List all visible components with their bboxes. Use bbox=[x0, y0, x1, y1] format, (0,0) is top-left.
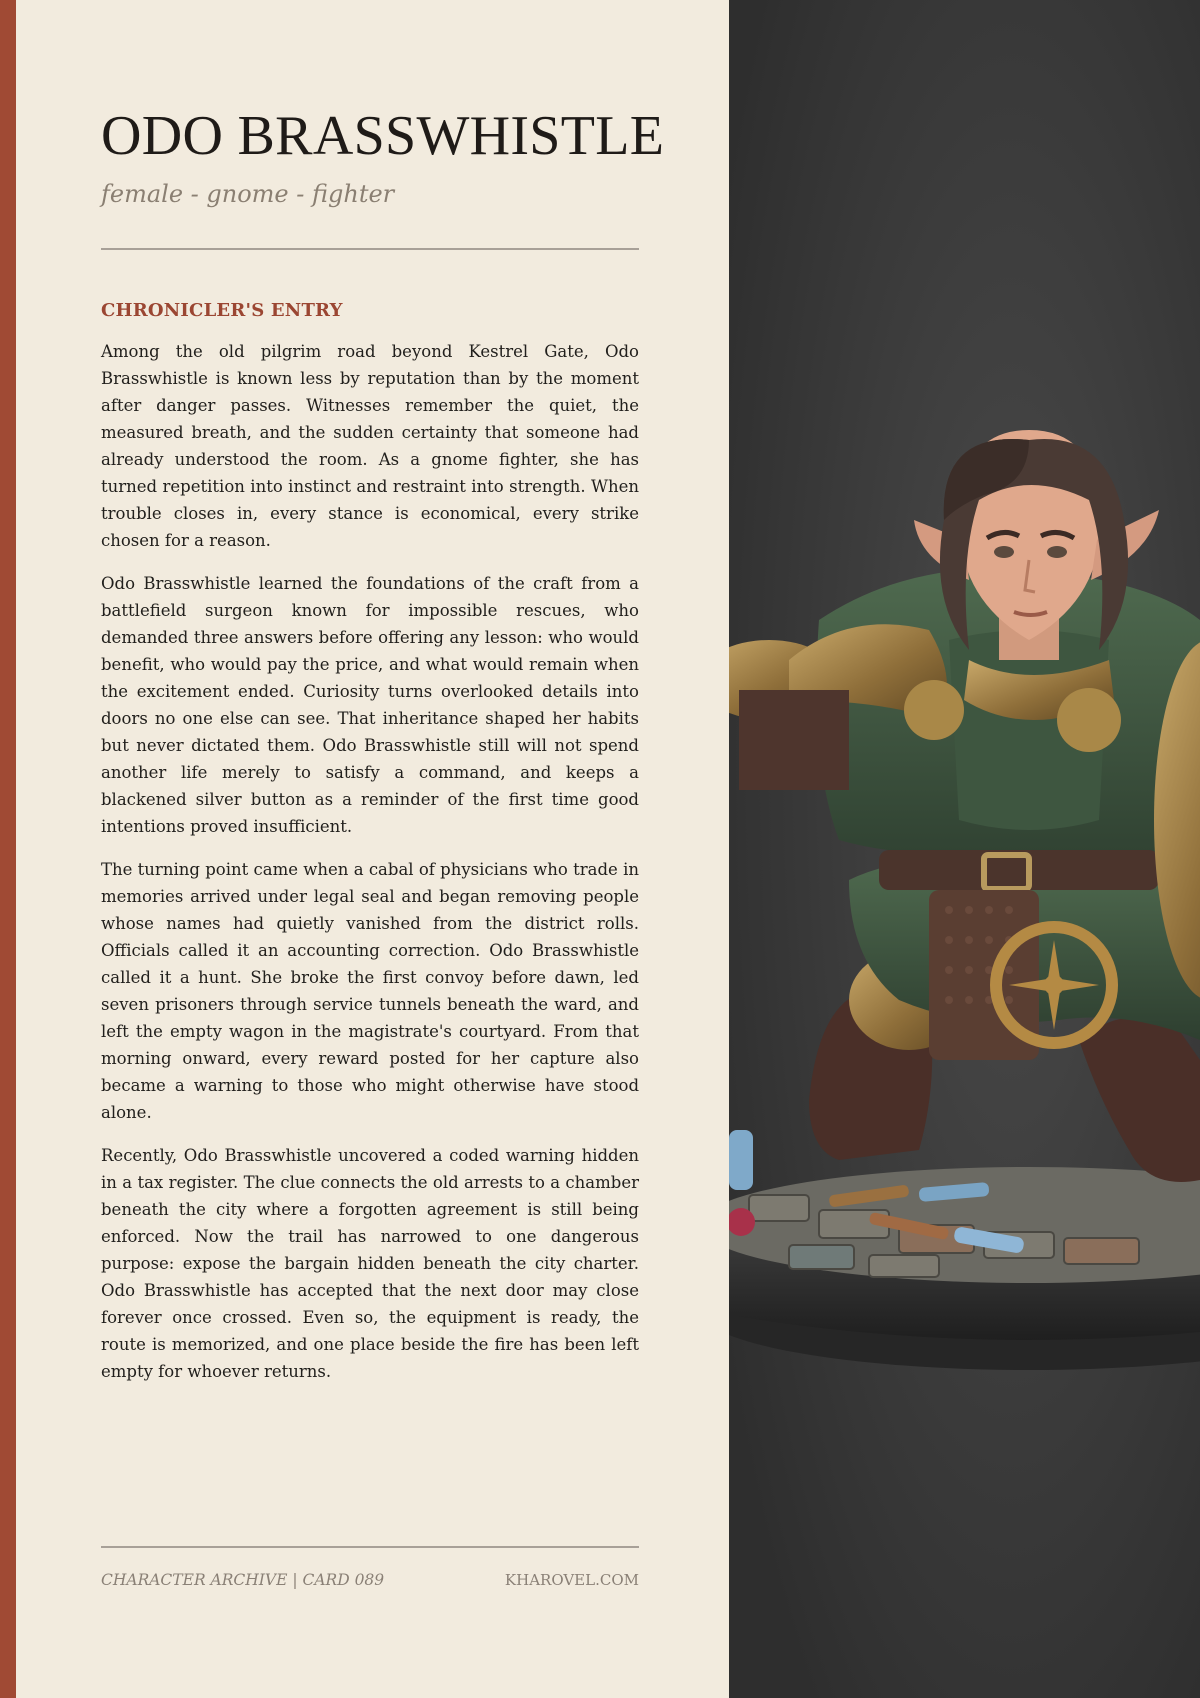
chronicle-paragraph: Odo Brasswhistle learned the foundations of the craft from a battlefield surgeon known for impossible rescues, who demanded three answers before offering any lesson: who would benefit, who would pay the price, and what would remain when the excitement ended. Curiosity turns overlooked details into doors no one else can see. That inheritance shaped her habits but never dictated them. Odo Brasswhistle still will not spend another life merely to satisfy a command, and keeps a blackened silver button as a reminder of the first time good intentions proved insufficient. bbox=[101, 574, 639, 836]
chronicle-paragraph: The turning point came when a cabal of physicians who trade in memories arrived under legal seal and began removing people whose names had quietly vanished from the district rolls. Officials called it an accounting correction. Odo Brasswhistle called it a hunt. She broke the first convoy before dawn, led seven prisoners through service tunnels beneath the ward, and left the empty wagon in the magistrate's courtyard. From that morning onward, every reward posted for her capture also became a warning to those who might otherwise have stood alone. bbox=[101, 860, 639, 1122]
miniature-illustration bbox=[729, 0, 1200, 1698]
footer-archive-label: CHARACTER ARCHIVE | CARD 089 bbox=[101, 1571, 385, 1589]
chronicle-paragraph: Among the old pilgrim road beyond Kestrel Gate, Odo Brasswhistle is known less by reputation than by the moment after danger passes. Witnesses remember the quiet, the measured breath, and the sudden certainty that someone had already understood the room. As a gnome fighter, she has turned repetition into instinct and restraint into strength. When trouble closes in, every stance is economical, every strike chosen for a reason. bbox=[101, 342, 639, 550]
character-miniature-image bbox=[729, 0, 1200, 1698]
footer-divider bbox=[101, 1546, 639, 1548]
footer-site-link[interactable]: KHAROVEL.COM bbox=[504, 1571, 639, 1589]
header-divider bbox=[101, 248, 639, 250]
character-name: ODO BRASSWHISTLE bbox=[101, 105, 665, 167]
text-panel bbox=[16, 0, 729, 1698]
accent-bar bbox=[0, 0, 16, 1698]
character-subtitle: female - gnome - fighter bbox=[101, 180, 395, 208]
chronicle-paragraph: Recently, Odo Brasswhistle uncovered a coded warning hidden in a tax register. The clue connects the old arrests to a chamber beneath the city where a forgotten agreement is still being enforced. Now the trail has narrowed to one dangerous purpose: expose the bargain hidden beneath the city charter. Odo Brasswhistle has accepted that the next door may close forever once crossed. Even so, the equipment is ready, the route is memorized, and one place beside the fire has been left empty for whoever returns. bbox=[101, 1146, 639, 1381]
chronicle-body bbox=[101, 338, 639, 1401]
section-heading: CHRONICLER'S ENTRY bbox=[101, 300, 343, 321]
